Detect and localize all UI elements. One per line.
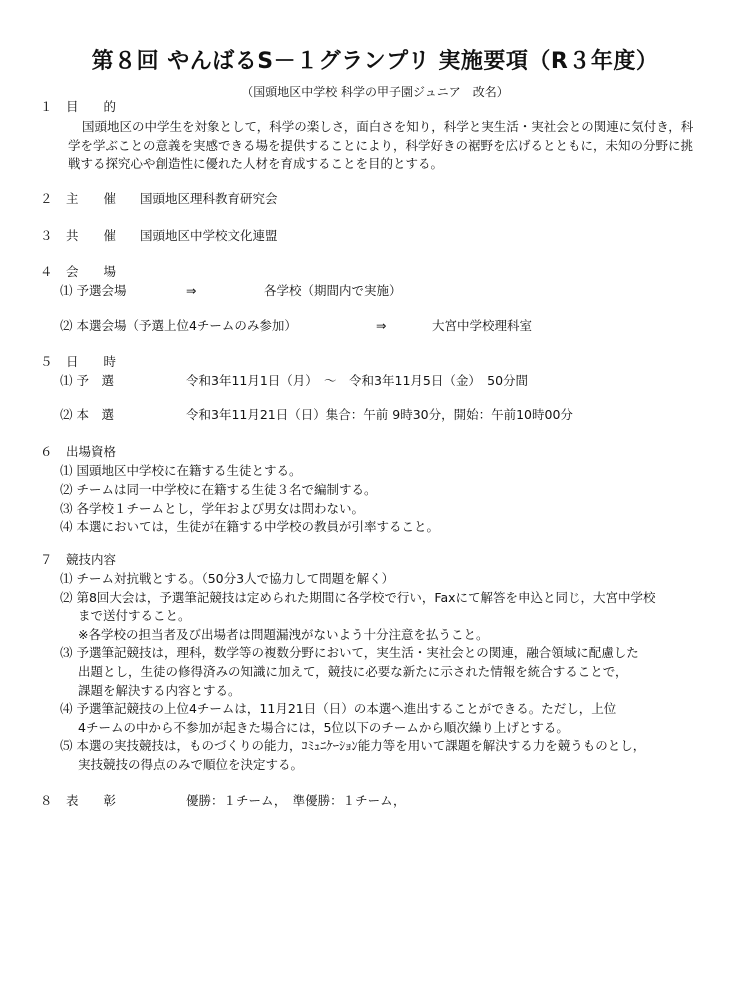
section-heading: 競技内容: [66, 552, 117, 567]
list-item: ⑴ チーム対抗戦とする。（50分3人で協力して問題を解く）: [60, 571, 395, 586]
page-subtitle: （国頭地区中学校 科学の甲子園ジュニア 改名）: [241, 85, 509, 99]
awards-value: 優勝：１チーム， 準優勝：１チーム，: [186, 793, 406, 808]
section-heading: 主 催: [66, 191, 117, 206]
section-heading: 目 的: [66, 99, 117, 114]
list-item: 課題を解決する内容とする。: [78, 683, 241, 698]
section-heading: 出場資格: [66, 444, 117, 459]
section-heading: 共 催: [66, 228, 117, 243]
list-item: ⑷ 予選筆記競技の上位4チームは，11月21日（日）の本選へ進出することができる。ただし，上位: [60, 701, 617, 716]
list-item: ⑶ 予選筆記競技は，理科，数学等の複数分野において，実生活・実社会との関連，融合領域に配慮した: [60, 645, 639, 660]
purpose-text: [68, 118, 700, 174]
venue-item-label: ⑴ 予選会場: [60, 283, 127, 298]
section-number: ６: [40, 444, 53, 459]
organizer-value: 国頭地区理科教育研究会: [140, 191, 278, 206]
list-item: ⑶ 各学校１チームとし，学年および男女は問わない。: [60, 501, 364, 516]
section-heading: 会 場: [66, 264, 117, 279]
venue-item-value: 大宮中学校理科室: [432, 318, 533, 333]
section-number: ８: [40, 793, 53, 808]
list-item: ⑵ チームは同一中学校に在籍する生徒３名で編制する。: [60, 482, 377, 497]
list-item: ⑵ 第8回大会は，予選筆記競技は定められた期間に各学校で行い，Faxにて解答を申込と同じ，大宮中学校: [60, 590, 656, 605]
section-number: ４: [40, 264, 53, 279]
section-number: ２: [40, 191, 53, 206]
section-number: ５: [40, 354, 53, 369]
schedule-item-label: ⑴ 予 選: [60, 373, 114, 388]
section-heading: 表 彰: [66, 793, 117, 808]
arrow-icon: ⇒: [186, 283, 197, 298]
section-number: １: [40, 99, 53, 114]
venue-item-value: 各学校（期間内で実施）: [264, 283, 402, 298]
list-item: 出題とし，生徒の修得済みの知識に加えて，競技に必要な新たに示された情報を統合することで，: [78, 664, 628, 679]
section-number: ３: [40, 228, 53, 243]
schedule-item-value: 令和3年11月21日（日）集合：午前 9時30分，開始：午前10時00分: [186, 407, 573, 422]
section-number: ７: [40, 552, 53, 567]
list-item: 実技競技の得点のみで順位を決定する。: [78, 757, 304, 772]
list-item: まで送付すること。: [78, 608, 191, 623]
schedule-item-value: 令和3年11月1日（月） ～ 令和3年11月5日（金） 50分間: [186, 373, 529, 388]
purpose-paragraph: 国頭地区の中学生を対象として，科学の楽しさ，面白さを知り，科学と実生活・実社会との関連に気付き，科学を学ぶことの意義を実感できる場を提供することにより，科学好きの裾野を広げるとともに，未知の分野に挑戦する探究心や創造性に優れた人材を育成することを目的とする。: [68, 119, 694, 171]
schedule-item-label: ⑵ 本 選: [60, 407, 114, 422]
page-title: 第８回 やんばるS－１グランプリ 実施要項（R３年度）: [91, 49, 659, 74]
arrow-icon: ⇒: [376, 318, 387, 333]
list-item: ⑸ 本選の実技競技は，ものづくりの能力，ｺﾐｭﾆｹｰｼｮﾝ能力等を用いて課題を解決する力を競うものとし，: [60, 738, 646, 753]
cosponsor-value: 国頭地区中学校文化連盟: [140, 228, 278, 243]
list-item: 4チームの中から不参加が起きた場合には，5位以下のチームから順次繰り上げとする。: [78, 720, 569, 735]
list-item: ⑷ 本選においては，生徒が在籍する中学校の教員が引率すること。: [60, 519, 439, 534]
section-heading: 日 時: [66, 354, 117, 369]
list-item: ⑴ 国頭地区中学校に在籍する生徒とする。: [60, 463, 302, 478]
venue-item-label: ⑵ 本選会場（予選上位4チームのみ参加）: [60, 318, 297, 333]
list-item: ※各学校の担当者及び出場者は問題漏洩がないよう十分注意を払うこと。: [78, 627, 489, 642]
